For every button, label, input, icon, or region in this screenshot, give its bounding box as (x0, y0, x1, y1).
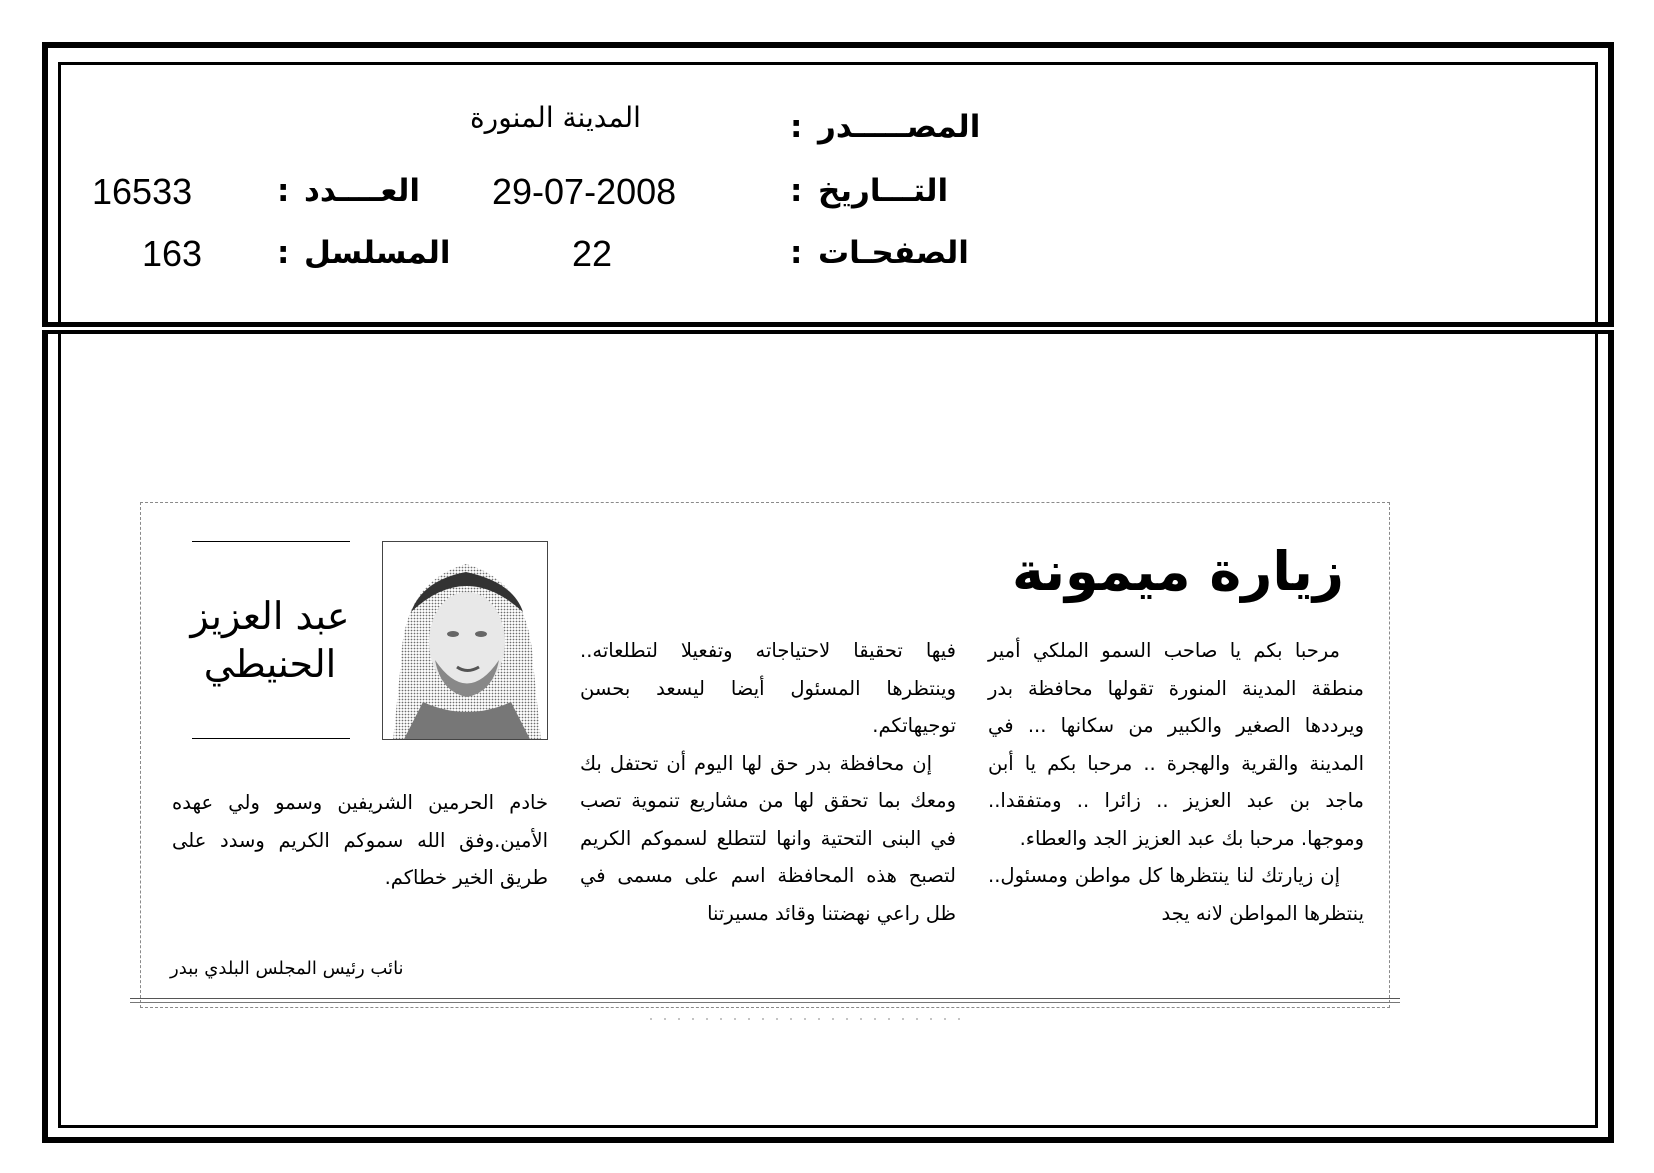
author-rule-top (192, 541, 350, 542)
paragraph: خادم الحرمين الشريفين وسمو ولي عهده الأمين.وفق الله سموكم الكريم وسدد على طريق الخير خطاكم. (172, 791, 548, 889)
clipping-bottom-rule (130, 998, 1400, 1003)
author-signature: نائب رئيس المجلس البلدي ببدر (170, 958, 404, 979)
pages-colon: : (790, 235, 803, 271)
issue-label: العــــدد (304, 173, 420, 209)
date-colon: : (790, 173, 803, 209)
author-photo (382, 541, 548, 740)
source-colon: : (790, 109, 803, 145)
scan-noise (650, 1018, 970, 1020)
article-column-right (988, 632, 1364, 932)
pages-label: الصفحـات (818, 235, 969, 271)
source-label: المصـــــدر (818, 109, 981, 145)
pages-value: 22 (572, 233, 613, 274)
date-label: التـــاريخ (818, 173, 949, 209)
author-portrait-icon (383, 542, 548, 740)
header-divider (42, 322, 1614, 334)
issue-colon: : (277, 173, 290, 209)
paragraph: إن محافظة بدر حق لها اليوم أن تحتفل بك ومعك بما تحقق لها من مشاريع تنموية تصب في البنى التحتية وانها لتتطلع لسموكم الكريم لتصبح هذه المحافظة اسم على مسمى في ظل راعي نهضتنا وقائد مسيرتنا (580, 751, 956, 925)
paragraph: إن زيارتك لنا ينتظرها كل مواطن ومسئول.. ينتظرها المواطن لانه يجد (988, 864, 1364, 925)
paragraph: فيها تحقيقا لاحتياجاته وتفعيلا لتطلعاته.. وينتظرها المسئول أيضا ليسعد بحسن توجيهاتكم. (580, 639, 956, 737)
author-name (172, 592, 368, 688)
author-name-line1: عبد العزيز (190, 594, 350, 638)
date-value: 29-07-2008 (492, 171, 677, 212)
article-column-left (172, 784, 548, 897)
serial-label: المسلسل (304, 235, 451, 271)
source-value: المدينة المنورة (470, 101, 641, 134)
paragraph: مرحبا بكم يا صاحب السمو الملكي أمير منطقة المدينة المنورة تقولها محافظة بدر ويرددها الصغير والكبير من سكانها ... في المدينة والقرية والهجرة .. مرحبا بكم يا أبن ماجد بن عبد العزيز .. زائرا .. ومتفقدا.. وموجها. مرحبا بك عبد العزيز الجد والعطاء. (988, 639, 1364, 850)
serial-value: 163 (142, 233, 203, 274)
issue-value: 16533 (92, 171, 193, 212)
author-name-line2: الحنيطي (203, 642, 337, 686)
article-headline: زيارة ميمونة (1012, 540, 1344, 603)
article-column-middle (580, 632, 956, 932)
serial-colon: : (277, 235, 290, 271)
author-rule-bottom (192, 738, 350, 739)
